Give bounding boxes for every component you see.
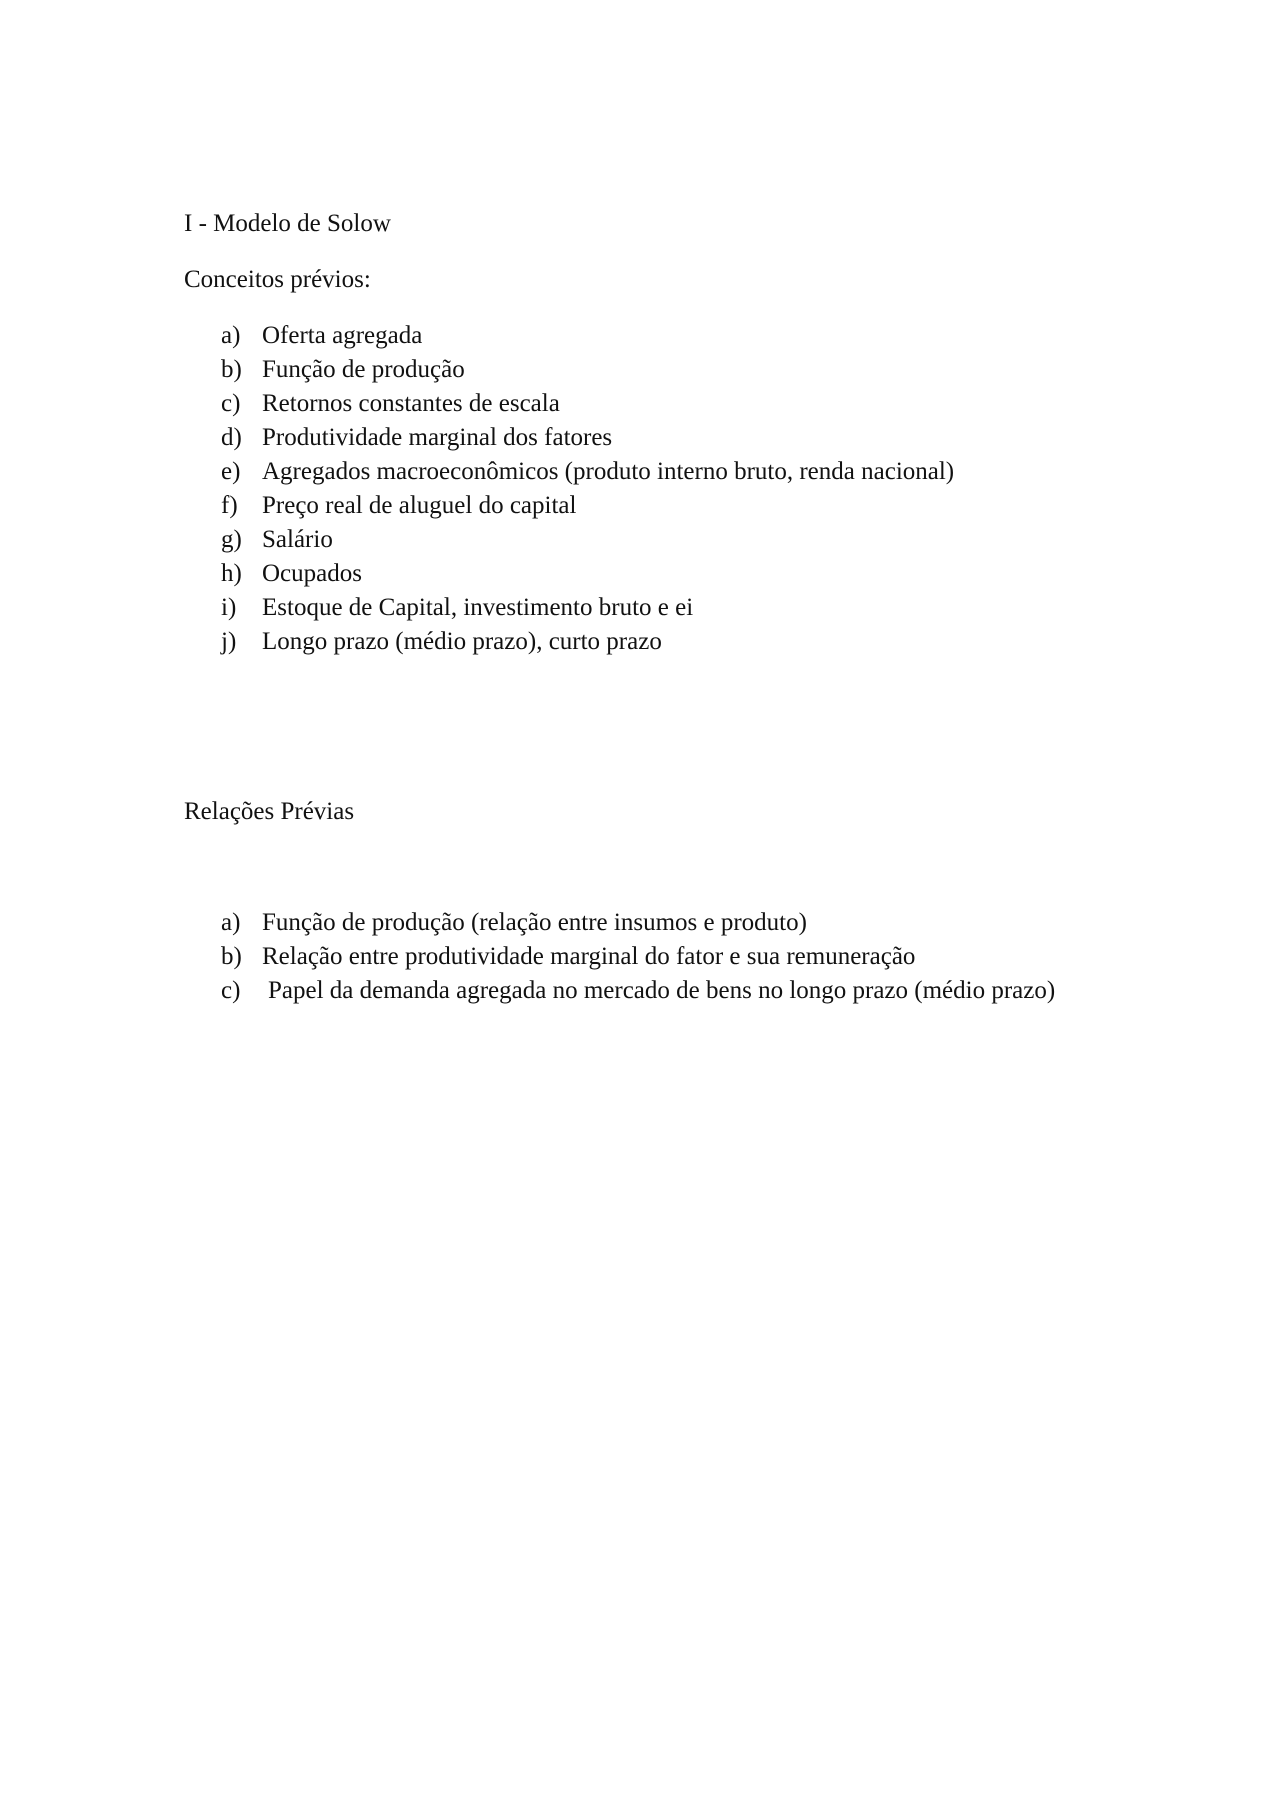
list-item-text: Função de produção [262,356,465,383]
list-item [221,625,954,659]
list-item-text: Função de produção (relação entre insumos e produto) [262,909,807,936]
list-item-text: Estoque de Capital, investimento bruto e ei [262,594,694,621]
list-item-text: Relação entre produtividade marginal do fator e sua remuneração [262,943,916,970]
list-marker: c) [221,390,241,417]
list-marker: g) [221,526,242,553]
list-item-text: Longo prazo (médio prazo), curto prazo [262,628,662,655]
list-marker: b) [221,943,242,970]
list-item [221,523,954,557]
list-item [221,319,954,353]
list-item [221,557,954,591]
list-item-text: Papel da demanda agregada no mercado de bens no longo prazo (médio prazo) [268,977,1056,1004]
list-item [221,974,1055,1008]
list-marker: c) [221,977,241,1004]
list-item [221,387,954,421]
list-marker: i) [221,594,237,621]
list-item-text: Retornos constantes de escala [262,390,560,417]
concepts-list [221,319,954,659]
list-item-text: Ocupados [262,560,362,587]
list-marker: d) [221,424,242,451]
list-marker: f) [221,492,238,519]
list-item-text: Preço real de aluguel do capital [262,492,577,519]
list-marker: a) [221,909,241,936]
list-item [221,591,954,625]
relations-heading: Relações Prévias [184,798,355,825]
list-item [221,421,954,455]
list-item-text: Oferta agregada [262,322,423,349]
list-item-text: Produtividade marginal dos fatores [262,424,613,451]
list-item-text: Agregados macroeconômicos (produto interno bruto, renda nacional) [262,458,955,485]
list-marker: b) [221,356,242,383]
list-marker: h) [221,560,242,587]
list-item [221,940,1055,974]
relations-list [221,906,1055,1008]
list-marker: e) [221,458,241,485]
concepts-heading: Conceitos prévios: [184,266,371,293]
list-marker: a) [221,322,241,349]
list-item [221,906,1055,940]
list-item [221,353,954,387]
document-title: I - Modelo de Solow [184,210,391,237]
list-item-text: Salário [262,526,333,553]
list-item [221,455,954,489]
list-item [221,489,954,523]
list-marker: j) [221,628,237,655]
